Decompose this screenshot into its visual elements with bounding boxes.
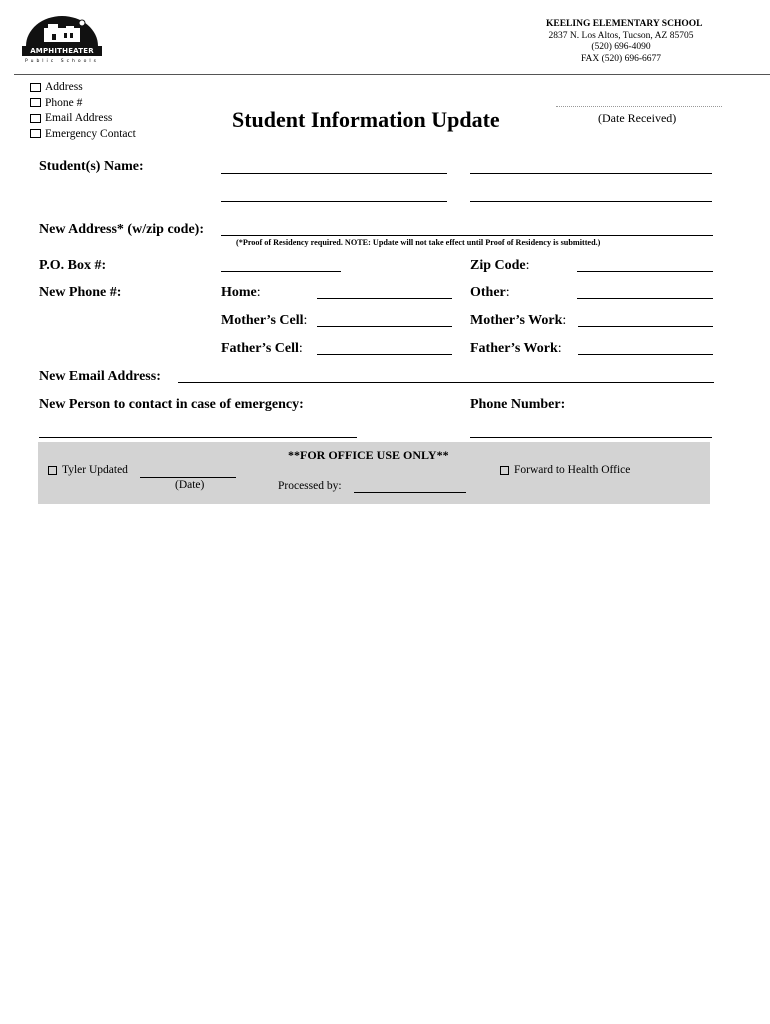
new-email-line[interactable] — [178, 382, 714, 383]
mothers-work-label: Mother’s Work: — [470, 313, 567, 328]
fathers-work-label: Father’s Work: — [470, 341, 562, 356]
checkbox-icon[interactable] — [48, 466, 57, 475]
other-phone-label: Other: — [470, 285, 510, 300]
school-name: KEELING ELEMENTARY SCHOOL — [546, 19, 703, 29]
date-received-label: (Date Received) — [598, 111, 677, 125]
logo-subtitle: Public Schools — [24, 59, 100, 64]
tyler-updated-item[interactable]: Tyler Updated — [48, 464, 128, 476]
home-phone-label: Home: — [221, 285, 261, 300]
student-name-label: Student(s) Name: — [39, 159, 144, 174]
checkbox-icon[interactable] — [30, 129, 41, 138]
tyler-date-label: (Date) — [175, 479, 205, 491]
checkbox-icon[interactable] — [500, 466, 509, 475]
date-received-line[interactable] — [556, 106, 722, 107]
forward-health-item[interactable]: Forward to Health Office — [500, 464, 630, 476]
new-address-line[interactable] — [221, 235, 713, 236]
school-fax: FAX (520) 696-6677 — [580, 53, 662, 64]
emergency-phone-line[interactable] — [470, 437, 712, 438]
student-name-line-4[interactable] — [470, 201, 712, 202]
logo-name: AMPHITHEATER — [30, 47, 94, 55]
update-type-checklist — [30, 80, 136, 142]
office-use-title: **FOR OFFICE USE ONLY** — [288, 448, 449, 462]
zip-code-line[interactable] — [577, 271, 713, 272]
po-box-line[interactable] — [221, 271, 341, 272]
student-name-line-3[interactable] — [221, 201, 447, 202]
fathers-cell-label: Father’s Cell: — [221, 341, 303, 356]
school-phone: (520) 696-4090 — [591, 42, 651, 52]
processed-by-label: Processed by: — [278, 480, 342, 492]
checklist-item-address[interactable]: Address — [30, 80, 136, 96]
student-name-line-2[interactable] — [470, 173, 712, 174]
header-divider — [14, 74, 770, 75]
form-title: Student Information Update — [232, 107, 500, 132]
school-address: 2837 N. Los Altos, Tucson, AZ 85705 — [548, 30, 694, 41]
emergency-contact-line[interactable] — [39, 437, 357, 438]
school-logo — [22, 14, 102, 68]
other-phone-line[interactable] — [577, 298, 713, 299]
checklist-item-emergency[interactable]: Emergency Contact — [30, 127, 136, 143]
fathers-cell-line[interactable] — [317, 354, 452, 355]
zip-code-label: Zip Code: — [470, 258, 530, 273]
new-address-label: New Address* (w/zip code): — [39, 222, 205, 237]
new-email-label: New Email Address: — [39, 369, 161, 384]
checklist-item-email[interactable]: Email Address — [30, 111, 136, 127]
mothers-cell-line[interactable] — [317, 326, 452, 327]
processed-by-line[interactable] — [354, 492, 466, 493]
po-box-label: P.O. Box #: — [39, 258, 107, 273]
phone-number-label: Phone Number: — [470, 397, 566, 412]
home-phone-line[interactable] — [317, 298, 452, 299]
checkbox-icon[interactable] — [30, 114, 41, 123]
mothers-cell-label: Mother’s Cell: — [221, 313, 308, 328]
emergency-contact-label: New Person to contact in case of emergency: — [39, 397, 304, 412]
fathers-work-line[interactable] — [578, 354, 713, 355]
office-use-panel — [38, 442, 710, 504]
student-name-line-1[interactable] — [221, 173, 447, 174]
checkbox-icon[interactable] — [30, 98, 41, 107]
tyler-date-line[interactable] — [140, 477, 236, 478]
checkbox-icon[interactable] — [30, 83, 41, 92]
checklist-item-phone[interactable]: Phone # — [30, 96, 136, 112]
new-phone-label: New Phone #: — [39, 285, 122, 300]
school-contact-block — [546, 19, 703, 65]
address-note: (*Proof of Residency required. NOTE: Update will not take effect until Proof of Residency is submitted.) — [236, 238, 601, 247]
mothers-work-line[interactable] — [578, 326, 713, 327]
